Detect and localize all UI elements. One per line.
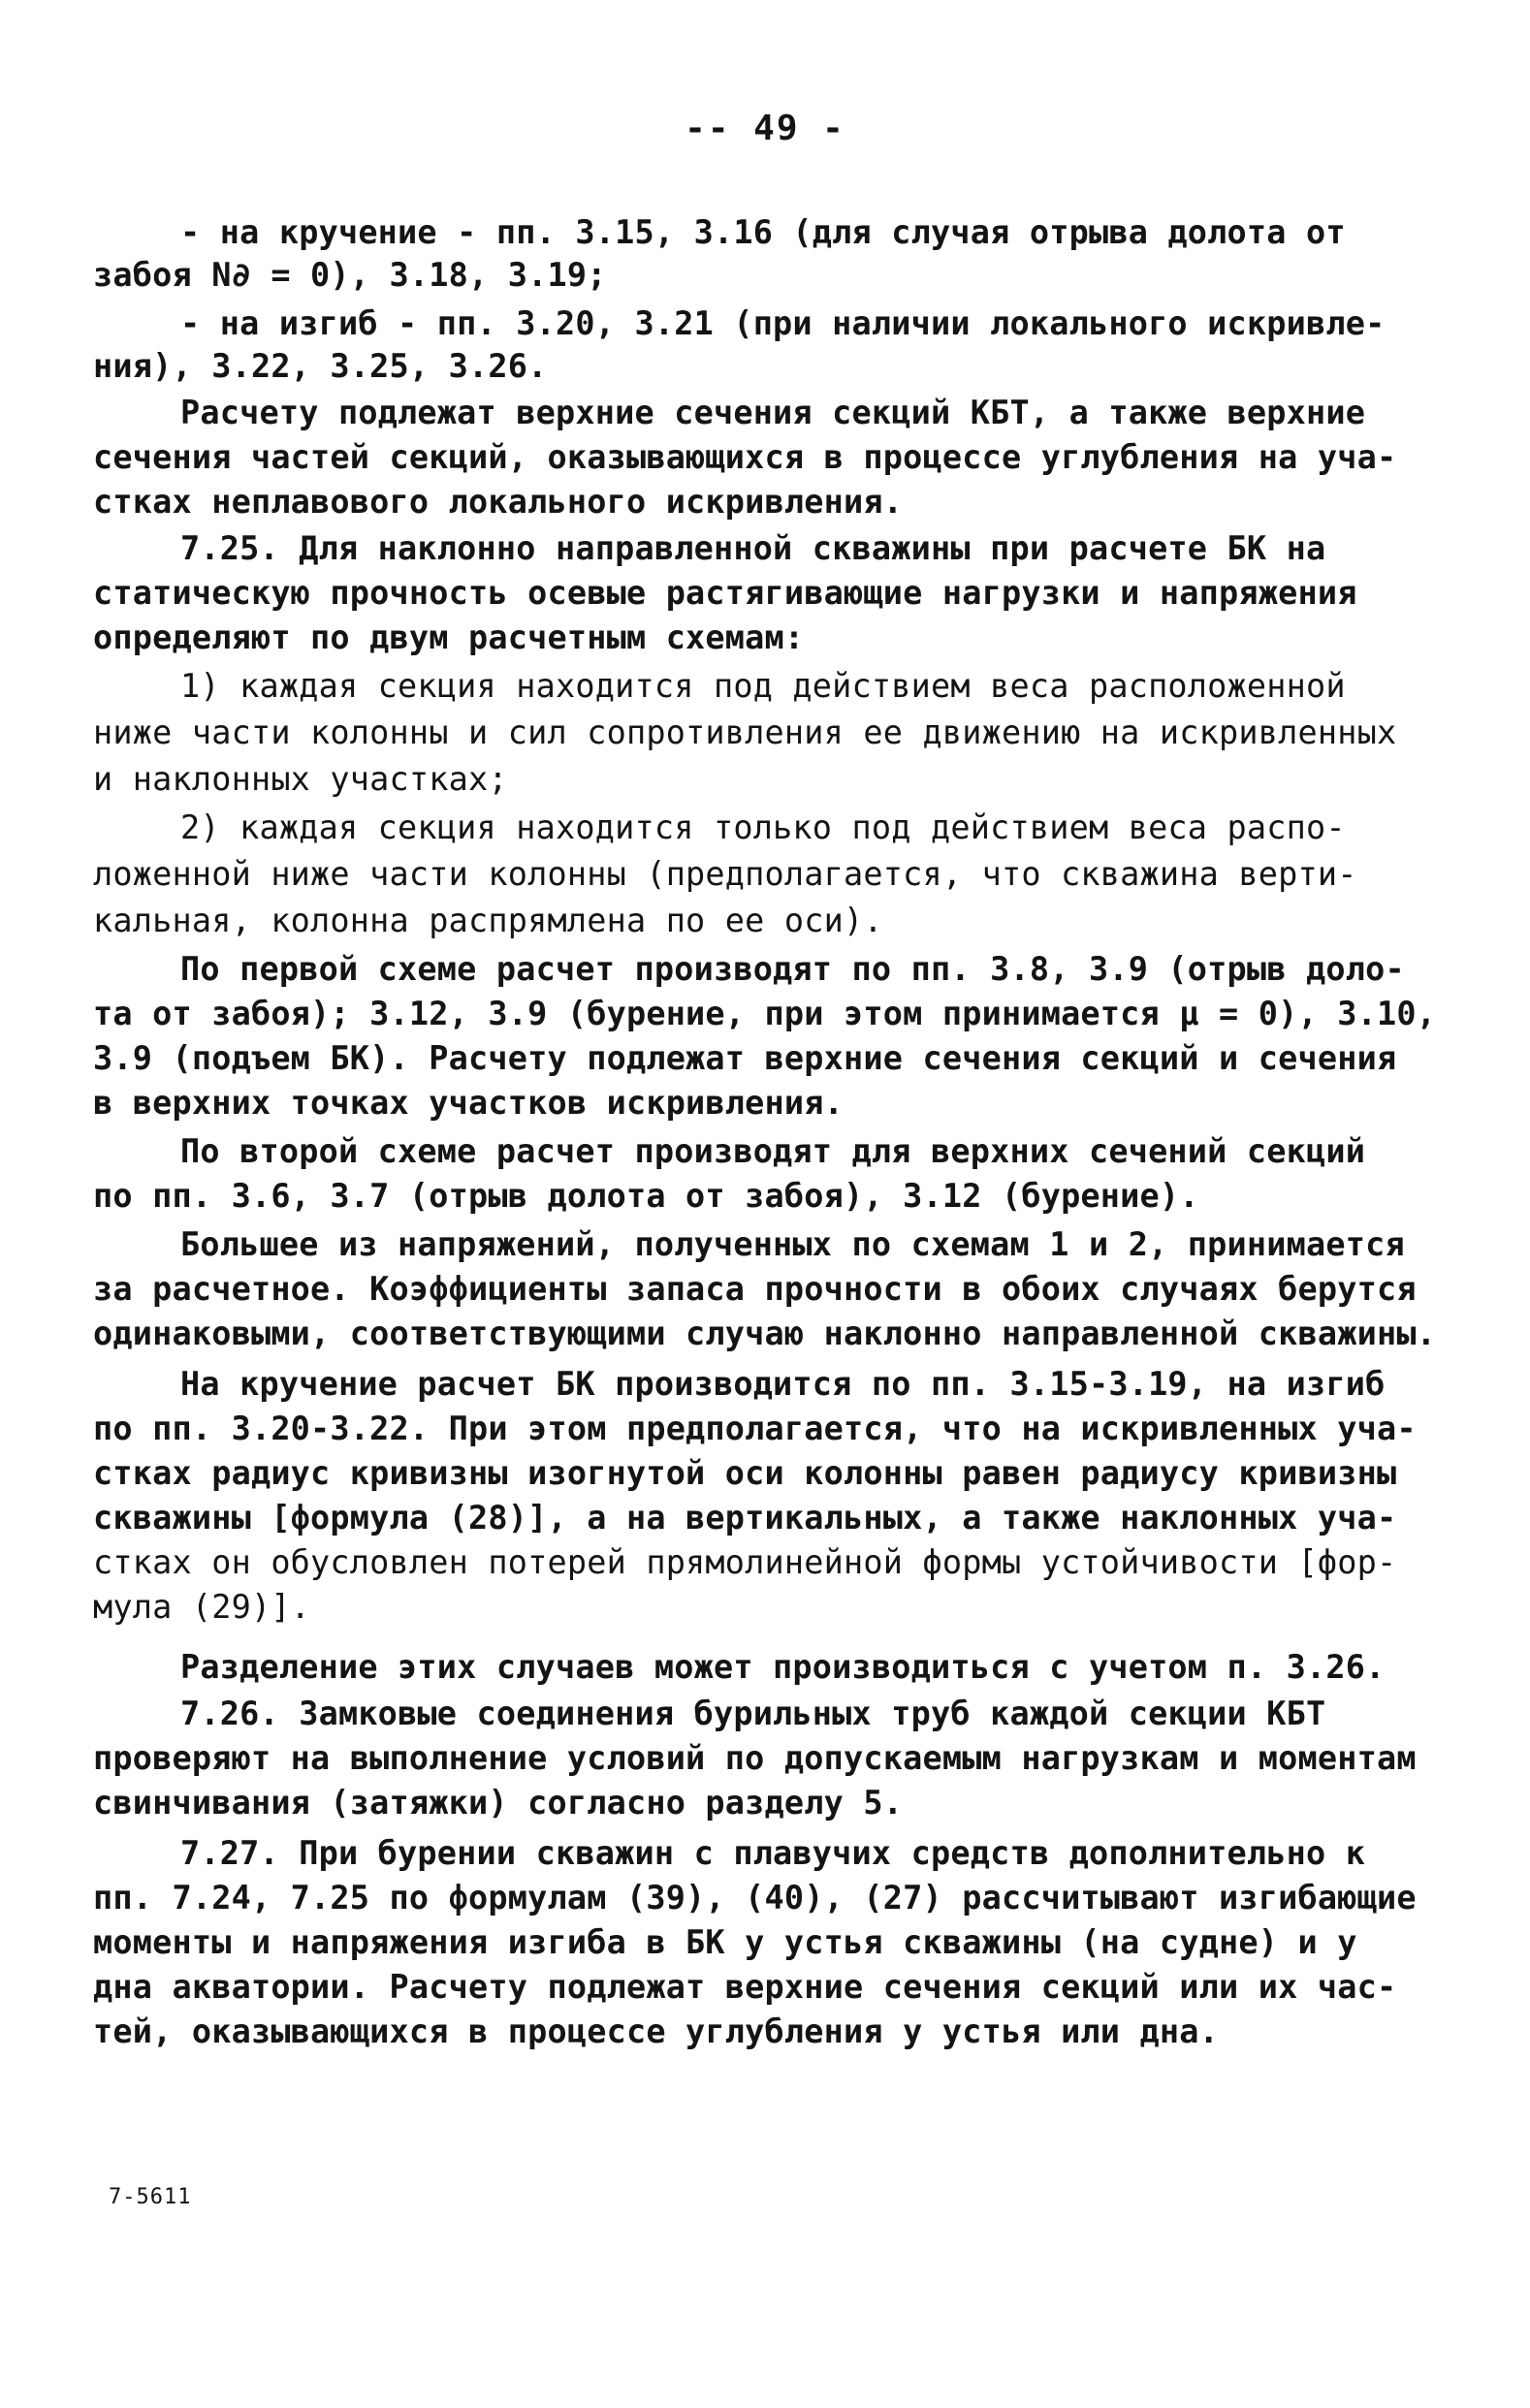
text-line: По первой схеме расчет производят по пп. 3.8, 3.9 (отрыв доло- xyxy=(180,950,1405,988)
text-line: 7.27. При бурении скважин с плавучих средств дополнительно к xyxy=(180,1834,1366,1872)
text-line: - на изгиб - пп. 3.20, 3.21 (при наличии локального искривле- xyxy=(180,304,1386,342)
text-line: пп. 7.24, 7.25 по формулам (39), (40), (27) рассчитывают изгибающие xyxy=(93,1879,1417,1917)
text-line: По второй схеме расчет производят для верхних сечений секций xyxy=(180,1132,1366,1170)
text-line: скважины [формула (28)], а на вертикальных, а также наклонных уча- xyxy=(93,1499,1397,1537)
text-line: 7.26. Замковые соединения бурильных труб каждой секции КБТ xyxy=(180,1695,1326,1732)
text-line: 7.25. Для наклонно направленной скважины при расчете БК на xyxy=(180,529,1326,567)
text-line: стках радиус кривизны изогнутой оси колонны равен радиусу кривизны xyxy=(93,1454,1397,1492)
text-line: моменты и напряжения изгиба в БК у устья скважины (на судне) и у xyxy=(93,1923,1357,1961)
text-line: и наклонных участках; xyxy=(93,760,508,798)
text-line: 3.9 (подъем БК). Расчету подлежат верхние сечения секций и сечения xyxy=(93,1039,1397,1077)
text-line: одинаковыми, соответствующими случаю наклонно направленной скважины. xyxy=(93,1315,1437,1352)
text-line: определяют по двум расчетным схемам: xyxy=(93,618,805,656)
text-line: свинчивания (затяжки) согласно разделу 5. xyxy=(93,1784,904,1822)
text-line: стках он обусловлен потерей прямолинейной формы устойчивости [фор- xyxy=(93,1543,1397,1581)
text-line: Большее из напряжений, полученных по схемам 1 и 2, принимается xyxy=(180,1225,1405,1263)
text-line: мула (29)]. xyxy=(93,1588,311,1626)
footer-code: 7-5611 xyxy=(109,2185,192,2209)
text-line: тей, оказывающихся в процессе углубления у устья или дна. xyxy=(93,2012,1220,2050)
text-line: по пп. 3.6, 3.7 (отрыв долота от забоя), 3.12 (бурение). xyxy=(93,1177,1199,1215)
text-line: статическую прочность осевые растягивающие нагрузки и напряжения xyxy=(93,574,1357,612)
page-number: -- 49 - xyxy=(685,109,845,148)
text-line: 2) каждая секция находится только под действием веса распо- xyxy=(180,808,1346,846)
text-line: На кручение расчет БК производится по пп. 3.15-3.19, на изгиб xyxy=(180,1365,1386,1403)
text-line: ложенной ниже части колонны (предполагается, что скважина верти- xyxy=(93,855,1357,893)
text-line: проверяют на выполнение условий по допускаемым нагрузкам и моментам xyxy=(93,1739,1417,1777)
text-line: стках неплавового локального искривления. xyxy=(93,483,904,521)
text-line: 1) каждая секция находится под действием веса расположенной xyxy=(180,667,1346,705)
text-line: сечения частей секций, оказывающихся в процессе углубления на уча- xyxy=(93,438,1397,476)
text-line: - на кручение - пп. 3.15, 3.16 (для случая отрыва долота от xyxy=(180,213,1346,251)
text-line: Расчету подлежат верхние сечения секций КБТ, а также верхние xyxy=(180,394,1366,431)
text-line: кальная, колонна распрямлена по ее оси). xyxy=(93,902,883,939)
text-line: ниже части колонны и сил сопротивления ее движению на искривленных xyxy=(93,713,1397,751)
text-line: за расчетное. Коэффициенты запаса прочности в обоих случаях берутся xyxy=(93,1270,1417,1308)
text-line: та от забоя); 3.12, 3.9 (бурение, при этом принимается μ = 0), 3.10, xyxy=(93,995,1437,1032)
text-line: Разделение этих случаев может производиться с учетом п. 3.26. xyxy=(180,1648,1386,1686)
text-line: забоя N∂ = 0), 3.18, 3.19; xyxy=(93,256,607,294)
text-line: по пп. 3.20-3.22. При этом предполагается, что на искривленных уча- xyxy=(93,1410,1417,1447)
text-line: ния), 3.22, 3.25, 3.26. xyxy=(93,347,548,385)
text-line: в верхних точках участков искривления. xyxy=(93,1084,845,1122)
text-line: дна акватории. Расчету подлежат верхние сечения секций или их час- xyxy=(93,1968,1397,2006)
